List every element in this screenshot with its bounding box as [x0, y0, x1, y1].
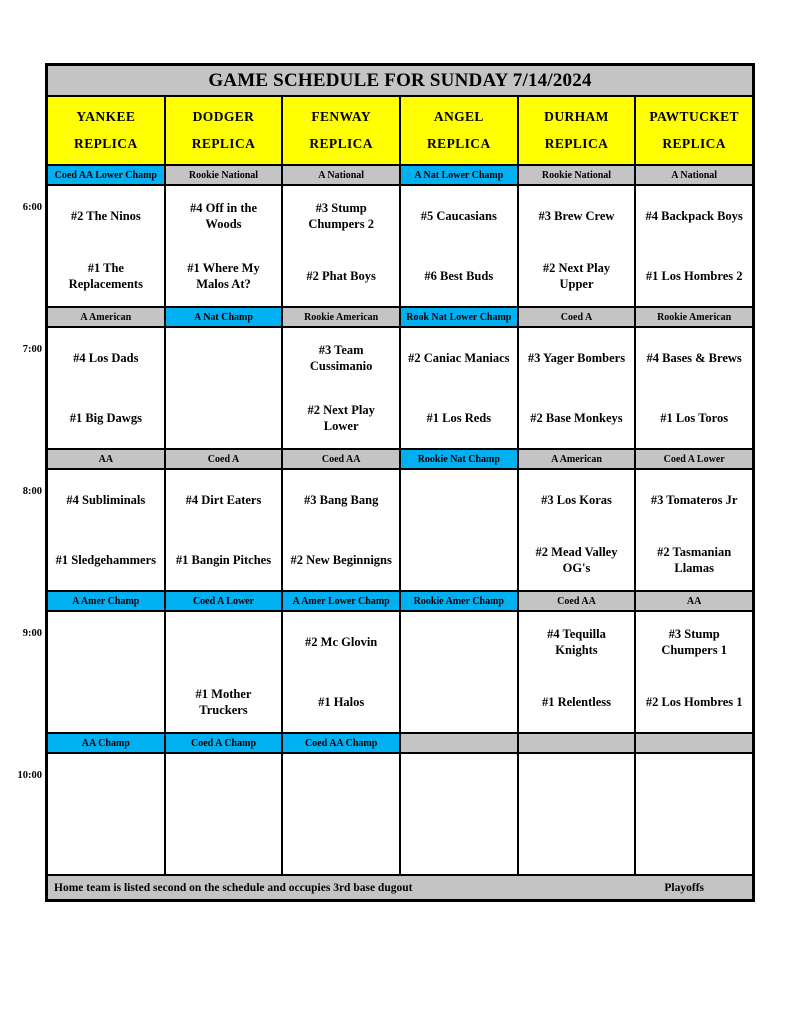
away-team [636, 754, 752, 814]
away-team [519, 754, 635, 814]
field-header-fenway [283, 97, 399, 164]
game-cell [636, 186, 752, 306]
division-label: Coed A Champ [166, 734, 282, 752]
division-label: A American [48, 308, 164, 326]
home-team [401, 672, 517, 732]
field-name-line1: ANGEL [433, 108, 484, 124]
game-cell [48, 186, 164, 306]
game-cell [166, 612, 282, 732]
game-row-8:00 [48, 470, 752, 590]
game-cell [636, 612, 752, 732]
game-cell [519, 328, 635, 448]
away-team: #3 Brew Crew [538, 208, 615, 223]
game-cell [519, 186, 635, 306]
field-name-line1: FENWAY [311, 108, 371, 124]
home-team: #1 Where My Malos At? [187, 260, 260, 291]
game-cell [401, 754, 517, 874]
division-label [636, 734, 752, 752]
field-name-line2: REPLICA [427, 136, 491, 152]
division-label: Coed AA [519, 592, 635, 610]
field-name-line2: REPLICA [309, 136, 373, 152]
home-team: #1 Bangin Pitches [175, 552, 272, 567]
division-label: Coed A [166, 450, 282, 468]
home-team [401, 530, 517, 590]
away-team: #3 Los Koras [541, 492, 612, 507]
field-header-row [48, 97, 752, 164]
game-cell [636, 328, 752, 448]
home-team: #2 Next Play Upper [542, 260, 611, 291]
away-team [48, 612, 164, 672]
time-label: 9:00 [22, 628, 42, 639]
home-team: #2 Tasmanian Llamas [657, 544, 732, 575]
schedule-table [45, 63, 755, 902]
home-team: #1 Mother Truckers [195, 686, 252, 717]
division-label: AA [636, 592, 752, 610]
away-team: #4 Subliminals [66, 492, 146, 507]
division-label [401, 734, 517, 752]
division-label: Rookie American [283, 308, 399, 326]
division-label [519, 734, 635, 752]
game-cell [401, 612, 517, 732]
game-cell [166, 754, 282, 874]
division-label: Coed AA Lower Champ [48, 166, 164, 184]
home-team: #1 Los Reds [426, 410, 492, 425]
game-cell [48, 612, 164, 732]
away-team: #3 Yager Bombers [527, 350, 626, 365]
game-row-6:00 [48, 186, 752, 306]
division-label: Rookie National [519, 166, 635, 184]
time-label: 8:00 [22, 486, 42, 497]
field-header-durham [519, 97, 635, 164]
division-label: A National [283, 166, 399, 184]
home-team: #1 The Replacements [68, 260, 143, 291]
home-team [636, 814, 752, 874]
field-name-line1: YANKEE [76, 108, 136, 124]
division-label: A Amer Lower Champ [283, 592, 399, 610]
home-team: #1 Relentless [541, 694, 612, 709]
field-name-line1: DURHAM [544, 108, 609, 124]
division-label: Rook Nat Lower Champ [401, 308, 517, 326]
home-team [283, 814, 399, 874]
away-team: #3 Stump Chumpers 2 [308, 200, 374, 231]
division-label: Rookie National [166, 166, 282, 184]
schedule-title: GAME SCHEDULE FOR SUNDAY 7/14/2024 [48, 66, 752, 95]
away-team [166, 754, 282, 814]
division-row [48, 450, 752, 468]
division-label: Coed A Lower [636, 450, 752, 468]
away-team: #3 Bang Bang [303, 492, 379, 507]
home-team [519, 814, 635, 874]
field-header-pawtucket [636, 97, 752, 164]
home-team [166, 814, 282, 874]
game-cell [283, 328, 399, 448]
division-label: AA [48, 450, 164, 468]
game-cell [48, 328, 164, 448]
home-team: #2 Next Play Lower [307, 402, 375, 433]
home-team: #1 Halos [318, 694, 365, 709]
time-label: 7:00 [22, 344, 42, 355]
game-cell [166, 470, 282, 590]
game-cell [283, 754, 399, 874]
division-label: A National [636, 166, 752, 184]
home-team: #2 Base Monkeys [530, 410, 623, 425]
field-header-dodger [166, 97, 282, 164]
home-team [48, 814, 164, 874]
field-header-angel [401, 97, 517, 164]
away-team [401, 470, 517, 530]
time-label: 6:00 [22, 202, 42, 213]
game-cell [519, 612, 635, 732]
field-header-yankee [48, 97, 164, 164]
field-name-line2: REPLICA [74, 136, 138, 152]
home-team: #1 Big Dawgs [69, 410, 142, 425]
home-team [166, 388, 282, 448]
game-row-7:00 [48, 328, 752, 448]
away-team: #5 Caucasians [420, 208, 497, 223]
away-team [48, 754, 164, 814]
away-team: #2 Caniac Maniacs [408, 350, 510, 365]
field-name-line2: REPLICA [544, 136, 609, 152]
game-cell [636, 754, 752, 874]
home-team: #2 Los Hombres 1 [645, 694, 743, 709]
division-label: Coed A [519, 308, 635, 326]
away-team: #3 Stump Chumpers 1 [661, 626, 727, 657]
away-team [401, 612, 517, 672]
field-name-line1: PAWTUCKET [649, 108, 739, 124]
away-team: #4 Dirt Eaters [185, 492, 262, 507]
away-team: #3 Tomateros Jr [650, 492, 738, 507]
game-cell [48, 754, 164, 874]
game-cell [283, 186, 399, 306]
game-cell [519, 754, 635, 874]
away-team: #4 Backpack Boys [645, 208, 743, 223]
game-cell [166, 186, 282, 306]
home-team: #2 Mead Valley OG's [535, 544, 618, 575]
division-row [48, 308, 752, 326]
home-team: #1 Los Toros [660, 410, 729, 425]
home-team: #2 Phat Boys [306, 268, 376, 283]
away-team: #4 Off in the Woods [189, 200, 257, 231]
away-team: #4 Los Dads [73, 350, 139, 365]
division-label: Coed A Lower [166, 592, 282, 610]
away-team: #4 Tequilla Knights [547, 626, 606, 657]
away-team: #3 Team Cussimanio [309, 342, 373, 373]
home-team [48, 672, 164, 732]
division-label: A Amer Champ [48, 592, 164, 610]
division-row [48, 734, 752, 752]
division-label: Coed AA [283, 450, 399, 468]
time-label: 10:00 [17, 770, 42, 781]
game-row-9:00 [48, 612, 752, 732]
away-team [166, 612, 282, 672]
home-team: #6 Best Buds [424, 268, 494, 283]
footer-playoffs-label: Playoffs [664, 881, 704, 894]
away-team: #2 The Ninos [70, 208, 141, 223]
division-label: Rookie American [636, 308, 752, 326]
game-cell [401, 470, 517, 590]
game-cell [283, 612, 399, 732]
division-label: Rookie Nat Champ [401, 450, 517, 468]
game-cell [166, 328, 282, 448]
game-cell [283, 470, 399, 590]
footer-note: Home team is listed second on the schedule and occupies 3rd base dugout [54, 881, 413, 894]
home-team: #2 New Beginnigns [290, 552, 392, 567]
footer-bar [48, 876, 752, 899]
division-row [48, 166, 752, 184]
away-team [401, 754, 517, 814]
division-label: AA Champ [48, 734, 164, 752]
game-cell [519, 470, 635, 590]
game-cell [401, 186, 517, 306]
game-cell [636, 470, 752, 590]
field-name-line2: REPLICA [191, 136, 256, 152]
division-label: A American [519, 450, 635, 468]
home-team [401, 814, 517, 874]
division-row [48, 592, 752, 610]
away-team [166, 328, 282, 388]
field-name-line2: REPLICA [662, 136, 726, 152]
game-row-10:00 [48, 754, 752, 874]
away-team [283, 754, 399, 814]
away-team: #4 Bases & Brews [646, 350, 742, 365]
division-label: A Nat Champ [166, 308, 282, 326]
home-team: #1 Sledgehammers [55, 552, 156, 567]
game-cell [401, 328, 517, 448]
field-name-line1: DODGER [192, 108, 255, 124]
away-team: #2 Mc Glovin [305, 634, 378, 649]
division-label: A Nat Lower Champ [401, 166, 517, 184]
division-label: Coed AA Champ [283, 734, 399, 752]
game-cell [48, 470, 164, 590]
division-label: Rookie Amer Champ [401, 592, 517, 610]
home-team: #1 Los Hombres 2 [645, 268, 743, 283]
